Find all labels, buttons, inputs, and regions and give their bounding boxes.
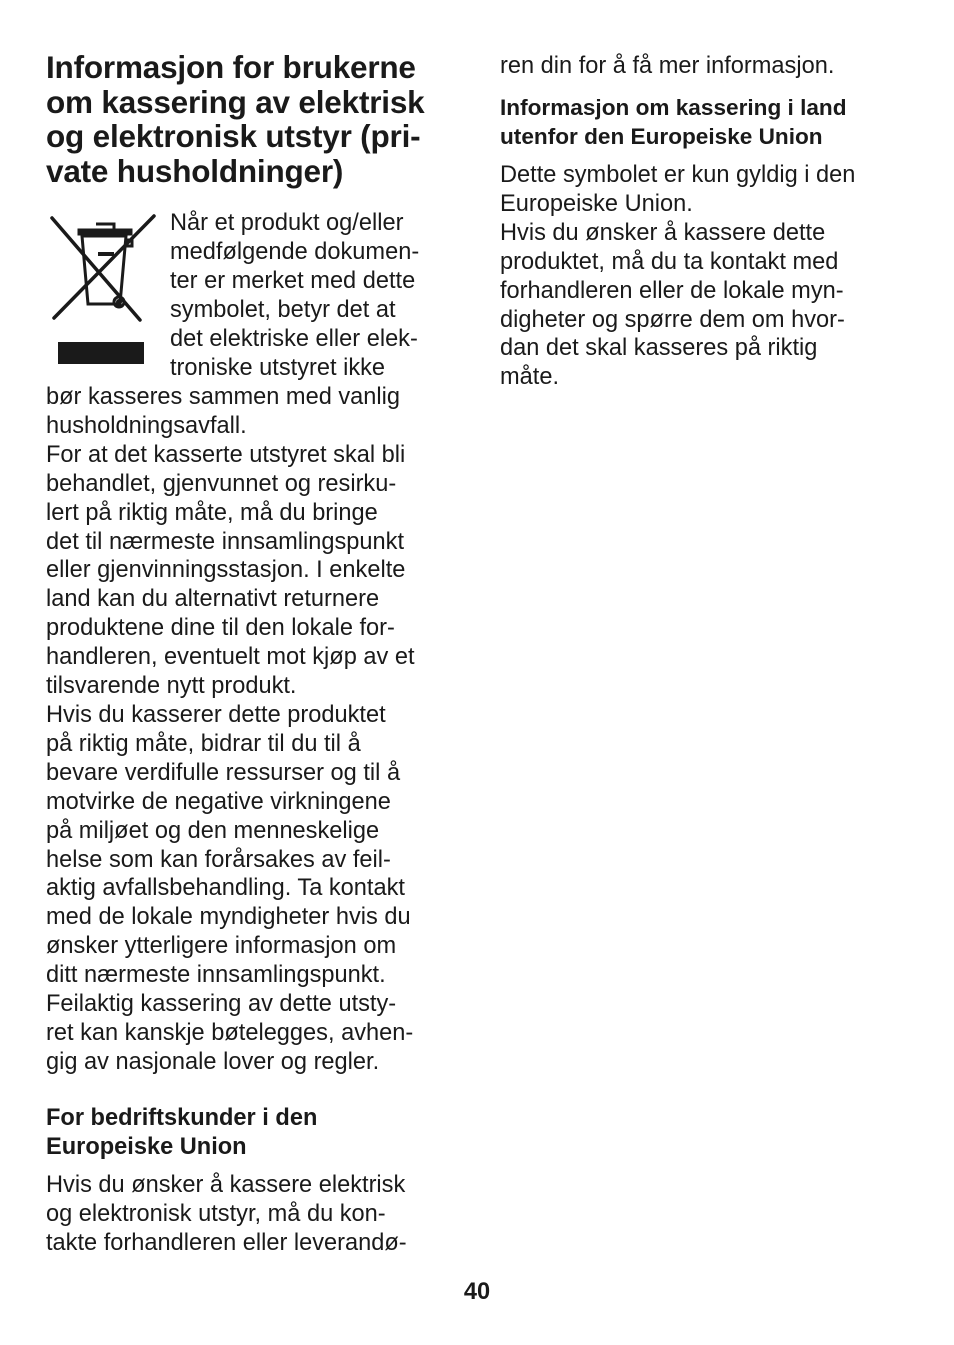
text-line: Hvis du kasserer dette produktet	[46, 701, 386, 728]
crossed-out-wheelie-bin-icon	[46, 210, 162, 370]
text-line: Europeiske Union.	[500, 190, 693, 217]
outside-eu-heading	[500, 94, 910, 152]
text-line: det elektriske eller elek-	[170, 325, 418, 352]
text-line: bør kasseres sammen med vanlig	[46, 384, 401, 410]
text-line: tilsvarende nytt produkt.	[46, 673, 297, 700]
text-line: Dette symbolet er kun gyldig i den	[500, 162, 856, 188]
text-line: symbolet, betyr det at	[170, 296, 396, 323]
text-line: og elektronisk utstyr (pri-	[46, 118, 421, 154]
text-line: ren din for å få mer informasjon.	[500, 53, 835, 79]
text-line: utenfor den Europeiske Union	[500, 123, 823, 149]
main-paragraph	[46, 383, 458, 1077]
page-title	[46, 50, 456, 188]
text-line: produktene dine til den lokale for-	[46, 615, 395, 642]
text-line: på riktig måte, bidrar til du til å	[46, 730, 361, 757]
business-heading	[46, 1104, 456, 1162]
text-line: og elektronisk utstyr, må du kon-	[46, 1200, 386, 1227]
text-line: digheter og spørre dem om hvor-	[500, 306, 845, 333]
text-line: behandlet, gjenvunnet og resirku-	[46, 470, 397, 497]
business-paragraph	[46, 1171, 458, 1258]
text-line: ret kan kanskje bøtelegges, avhen-	[46, 1019, 414, 1046]
continuation-paragraph	[500, 52, 910, 81]
outside-eu-paragraph	[500, 161, 910, 392]
text-line: husholdningsavfall.	[46, 412, 247, 439]
text-line: lert på riktig måte, må du bringe	[46, 499, 378, 526]
text-line: land kan du alternativt returnere	[46, 586, 380, 613]
page-number: 40	[463, 1279, 491, 1305]
text-line: Informasjon om kassering i land	[500, 95, 847, 120]
text-line: måte.	[500, 364, 560, 391]
text-line: vate husholdninger)	[46, 152, 344, 189]
text-line: troniske utstyret ikke	[170, 354, 386, 381]
text-line: ditt nærmeste innsamlingspunkt.	[46, 962, 386, 989]
text-line: For bedriftskunder i den	[46, 1105, 318, 1131]
intro-paragraph	[170, 209, 460, 382]
text-line: helse som kan forårsakes av feil-	[46, 846, 391, 873]
text-line: Informasjon for brukerne	[46, 49, 416, 85]
text-line: Europeiske Union	[46, 1133, 247, 1160]
text-line: For at det kasserte utstyret skal bli	[46, 441, 406, 468]
text-line: produktet, må du ta kontakt med	[500, 248, 839, 275]
text-line: om kassering av elektrisk	[46, 83, 425, 120]
text-line: forhandleren eller de lokale myn-	[500, 277, 844, 304]
text-line: motvirke de negative virkningene	[46, 788, 391, 815]
text-line: aktig avfallsbehandling. Ta kontakt	[46, 875, 405, 902]
text-line: Hvis du ønsker å kassere dette	[500, 219, 826, 246]
text-line: ter er merket med dette	[170, 267, 416, 294]
text-line: eller gjenvinningsstasjon. I enkelte	[46, 557, 406, 584]
text-line: bevare verdifulle ressurser og til å	[46, 759, 401, 786]
text-line: gig av nasjonale lover og regler.	[46, 1048, 380, 1075]
text-line: Når et produkt og/eller	[170, 210, 404, 236]
text-line: Feilaktig kassering av dette utsty-	[46, 991, 397, 1018]
text-line: Hvis du ønsker å kassere elektrisk	[46, 1172, 406, 1198]
text-line: takte forhandleren eller leverandø-	[46, 1229, 407, 1256]
text-line: det til nærmeste innsamlingspunkt	[46, 528, 405, 555]
text-line: handleren, eventuelt mot kjøp av et	[46, 644, 415, 671]
text-line: på miljøet og den menneskelige	[46, 817, 380, 844]
text-line: ønsker ytterligere informasjon om	[46, 933, 397, 960]
text-line: medfølgende dokumen-	[170, 238, 420, 265]
text-line: med de lokale myndigheter hvis du	[46, 904, 411, 931]
text-line: dan det skal kasseres på riktig	[500, 335, 818, 362]
